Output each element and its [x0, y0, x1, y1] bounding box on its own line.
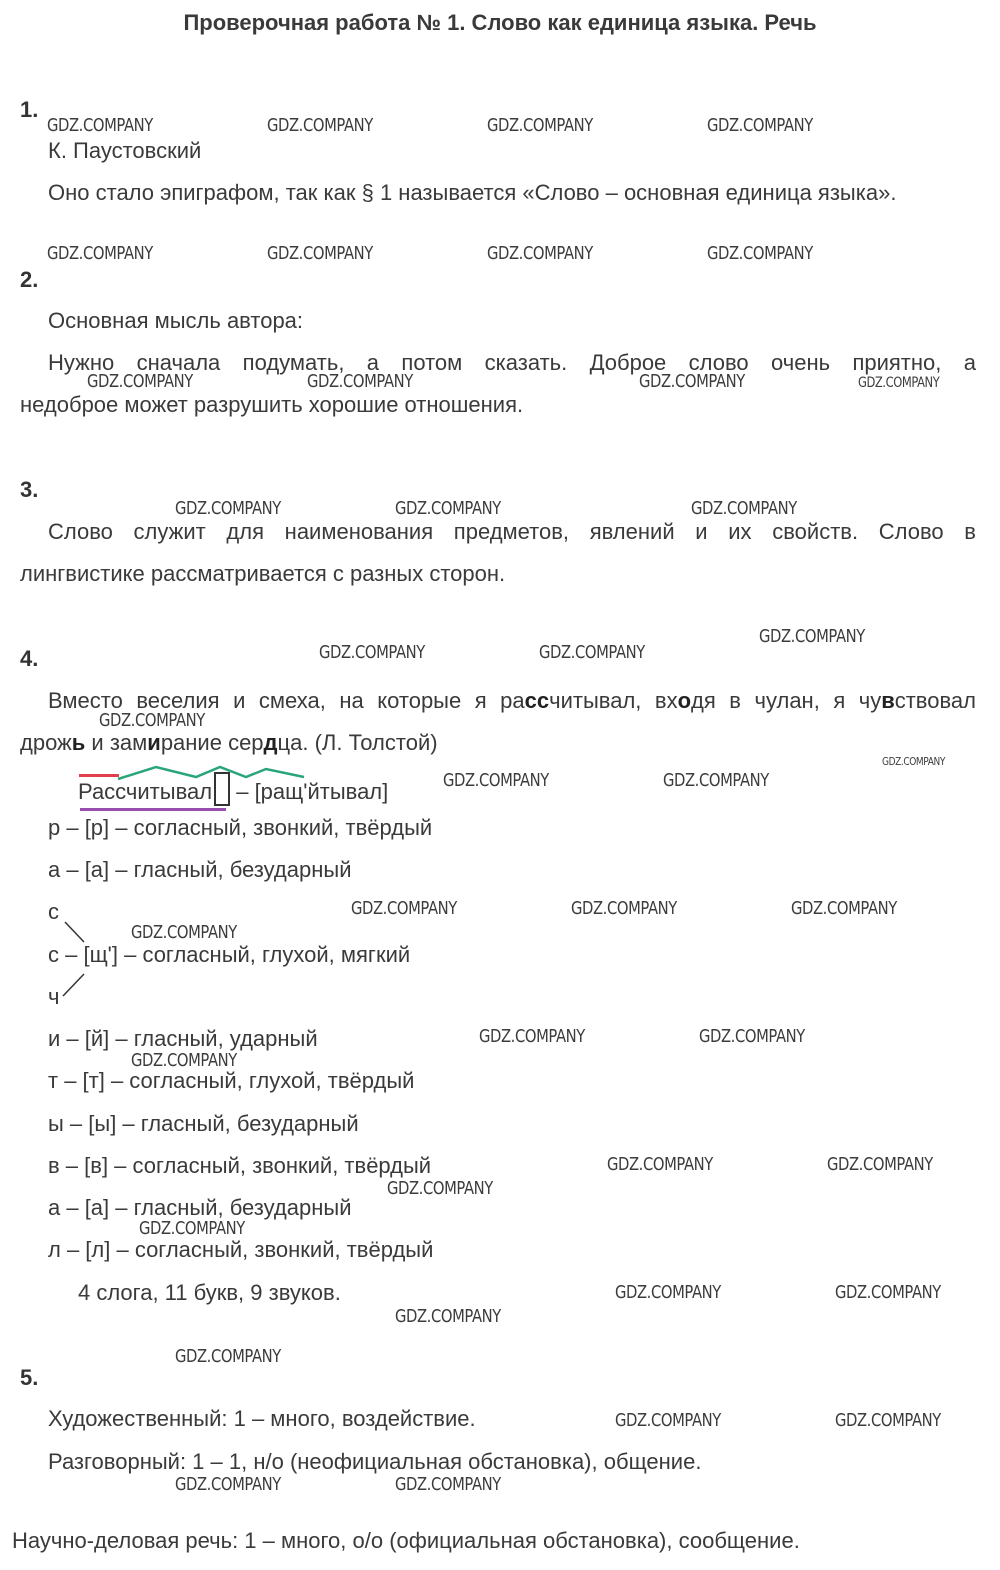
watermark: GDZ.COMPANY	[479, 1026, 585, 1047]
watermark: GDZ.COMPANY	[395, 498, 501, 519]
quote-line-1-part: ствовал	[894, 688, 976, 713]
phonetic-row: ы – [ы] – гласный, безударный	[48, 1111, 359, 1136]
watermark: GDZ.COMPANY	[131, 922, 237, 943]
phonetic-row: и – [й] – гласный, ударный	[48, 1026, 318, 1051]
section-3-line-2: лингвистике рассматривается с разных сторон.	[20, 561, 506, 586]
watermark: GDZ.COMPANY	[99, 710, 205, 731]
section-2-line-2: недоброе может разрушить хорошие отношения.	[20, 392, 524, 417]
watermark: GDZ.COMPANY	[351, 898, 457, 919]
connector-line-up	[60, 968, 90, 998]
watermark: GDZ.COMPANY	[571, 898, 677, 919]
word-analysis	[78, 772, 388, 806]
root-arc-mark	[116, 763, 308, 783]
highlighted-letter: о	[677, 688, 692, 713]
watermark: GDZ.COMPANY	[487, 243, 593, 264]
watermark: GDZ.COMPANY	[615, 1410, 721, 1431]
section-number-4: 4.	[20, 646, 39, 671]
section-2-line-1: Нужно сначала подумать, а потом сказать. Доброе слово очень приятно, а	[48, 350, 976, 375]
section-number-1: 1.	[20, 97, 39, 122]
highlighted-letter: д	[263, 730, 278, 755]
section-2-label: Основная мысль автора:	[48, 308, 304, 333]
watermark: GDZ.COMPANY	[139, 1218, 245, 1239]
watermark: GDZ.COMPANY	[858, 375, 940, 391]
watermark: GDZ.COMPANY	[267, 115, 373, 136]
quote-line-2-part: дрож	[20, 730, 72, 755]
quote-line-1-part: Вместо веселия и смеха, на которые я ра	[48, 688, 525, 713]
watermark: GDZ.COMPANY	[443, 770, 549, 791]
quote-line-1-part: дя в чулан, я чу	[691, 688, 882, 713]
watermark: GDZ.COMPANY	[663, 770, 769, 791]
phonetic-row: р – [р] – согласный, звонкий, твёрдый	[48, 815, 433, 840]
highlighted-letter: и	[147, 730, 161, 755]
morpheme-marked-word	[78, 779, 212, 805]
watermark: GDZ.COMPANY	[615, 1282, 721, 1303]
watermark: GDZ.COMPANY	[131, 1050, 237, 1071]
phonetic-row: в – [в] – согласный, звонкий, твёрдый	[48, 1153, 432, 1178]
quote-line-1-part: читывал, вх	[549, 688, 678, 713]
suffix-mark	[80, 808, 226, 811]
quote-line-2-part: и зам	[85, 730, 148, 755]
watermark: GDZ.COMPANY	[487, 115, 593, 136]
highlighted-letters: сс	[524, 688, 550, 713]
watermark: GDZ.COMPANY	[47, 243, 153, 264]
analyzed-word: Рассчитывал	[78, 779, 213, 804]
watermark: GDZ.COMPANY	[707, 243, 813, 264]
watermark: GDZ.COMPANY	[639, 371, 745, 392]
watermark: GDZ.COMPANY	[267, 243, 373, 264]
highlighted-letter: в	[881, 688, 895, 713]
highlighted-letter: ь	[71, 730, 86, 755]
watermark: GDZ.COMPANY	[691, 498, 797, 519]
watermark: GDZ.COMPANY	[835, 1282, 941, 1303]
watermark: GDZ.COMPANY	[607, 1154, 713, 1175]
watermark: GDZ.COMPANY	[827, 1154, 933, 1175]
watermark: GDZ.COMPANY	[387, 1178, 493, 1199]
phonetic-row: т – [т] – согласный, глухой, твёрдый	[48, 1068, 415, 1093]
author-name: К. Паустовский	[48, 138, 202, 163]
speech-style-colloquial: Разговорный: 1 – 1, н/о (неофициальная обстановка), общение.	[48, 1449, 702, 1474]
phonetic-row-letter: ч	[48, 984, 60, 1009]
watermark: GDZ.COMPANY	[759, 626, 865, 647]
section-1-text: Оно стало эпиграфом, так как § 1 называется «Слово – основная единица языка».	[48, 180, 897, 205]
page-title: Проверочная работа № 1. Слово как единица языка. Речь	[183, 10, 817, 35]
quote-line-2-part: рание сер	[160, 730, 264, 755]
watermark: GDZ.COMPANY	[307, 371, 413, 392]
watermark: GDZ.COMPANY	[882, 755, 945, 768]
watermark: GDZ.COMPANY	[319, 642, 425, 663]
section-number-2: 2.	[20, 267, 39, 292]
watermark: GDZ.COMPANY	[47, 115, 153, 136]
watermark: GDZ.COMPANY	[699, 1026, 805, 1047]
speech-style-scientific: Научно-деловая речь: 1 – много, о/о (официальная обстановка), сообщение.	[12, 1528, 800, 1553]
watermark: GDZ.COMPANY	[87, 371, 193, 392]
phonetic-row: а – [а] – гласный, безударный	[48, 1195, 352, 1220]
phonetic-row: л – [л] – согласный, звонкий, твёрдый	[48, 1237, 434, 1262]
watermark: GDZ.COMPANY	[707, 115, 813, 136]
watermark: GDZ.COMPANY	[539, 642, 645, 663]
quote-line-2	[20, 730, 438, 756]
phonetic-row-letter: с	[48, 899, 59, 924]
section-number-5: 5.	[20, 1365, 39, 1390]
watermark: GDZ.COMPANY	[395, 1306, 501, 1327]
quote-line-2-part: ца. (Л. Толстой)	[277, 730, 438, 755]
transcription: – [ращ'йтывал]	[236, 779, 389, 804]
watermark: GDZ.COMPANY	[175, 1474, 281, 1495]
phonetic-summary: 4 слога, 11 букв, 9 звуков.	[78, 1280, 341, 1305]
speech-style-artistic: Художественный: 1 – много, воздействие.	[48, 1406, 476, 1431]
watermark: GDZ.COMPANY	[835, 1410, 941, 1431]
watermark: GDZ.COMPANY	[175, 1346, 281, 1367]
phonetic-row: с – [щ'] – согласный, глухой, мягкий	[48, 942, 411, 967]
watermark: GDZ.COMPANY	[395, 1474, 501, 1495]
watermark: GDZ.COMPANY	[175, 498, 281, 519]
prefix-mark	[79, 774, 119, 777]
watermark: GDZ.COMPANY	[791, 898, 897, 919]
phonetic-row: а – [а] – гласный, безударный	[48, 857, 352, 882]
section-3-line-1: Слово служит для наименования предметов, явлений и их свойств. Слово в	[48, 519, 976, 544]
section-number-3: 3.	[20, 477, 39, 502]
